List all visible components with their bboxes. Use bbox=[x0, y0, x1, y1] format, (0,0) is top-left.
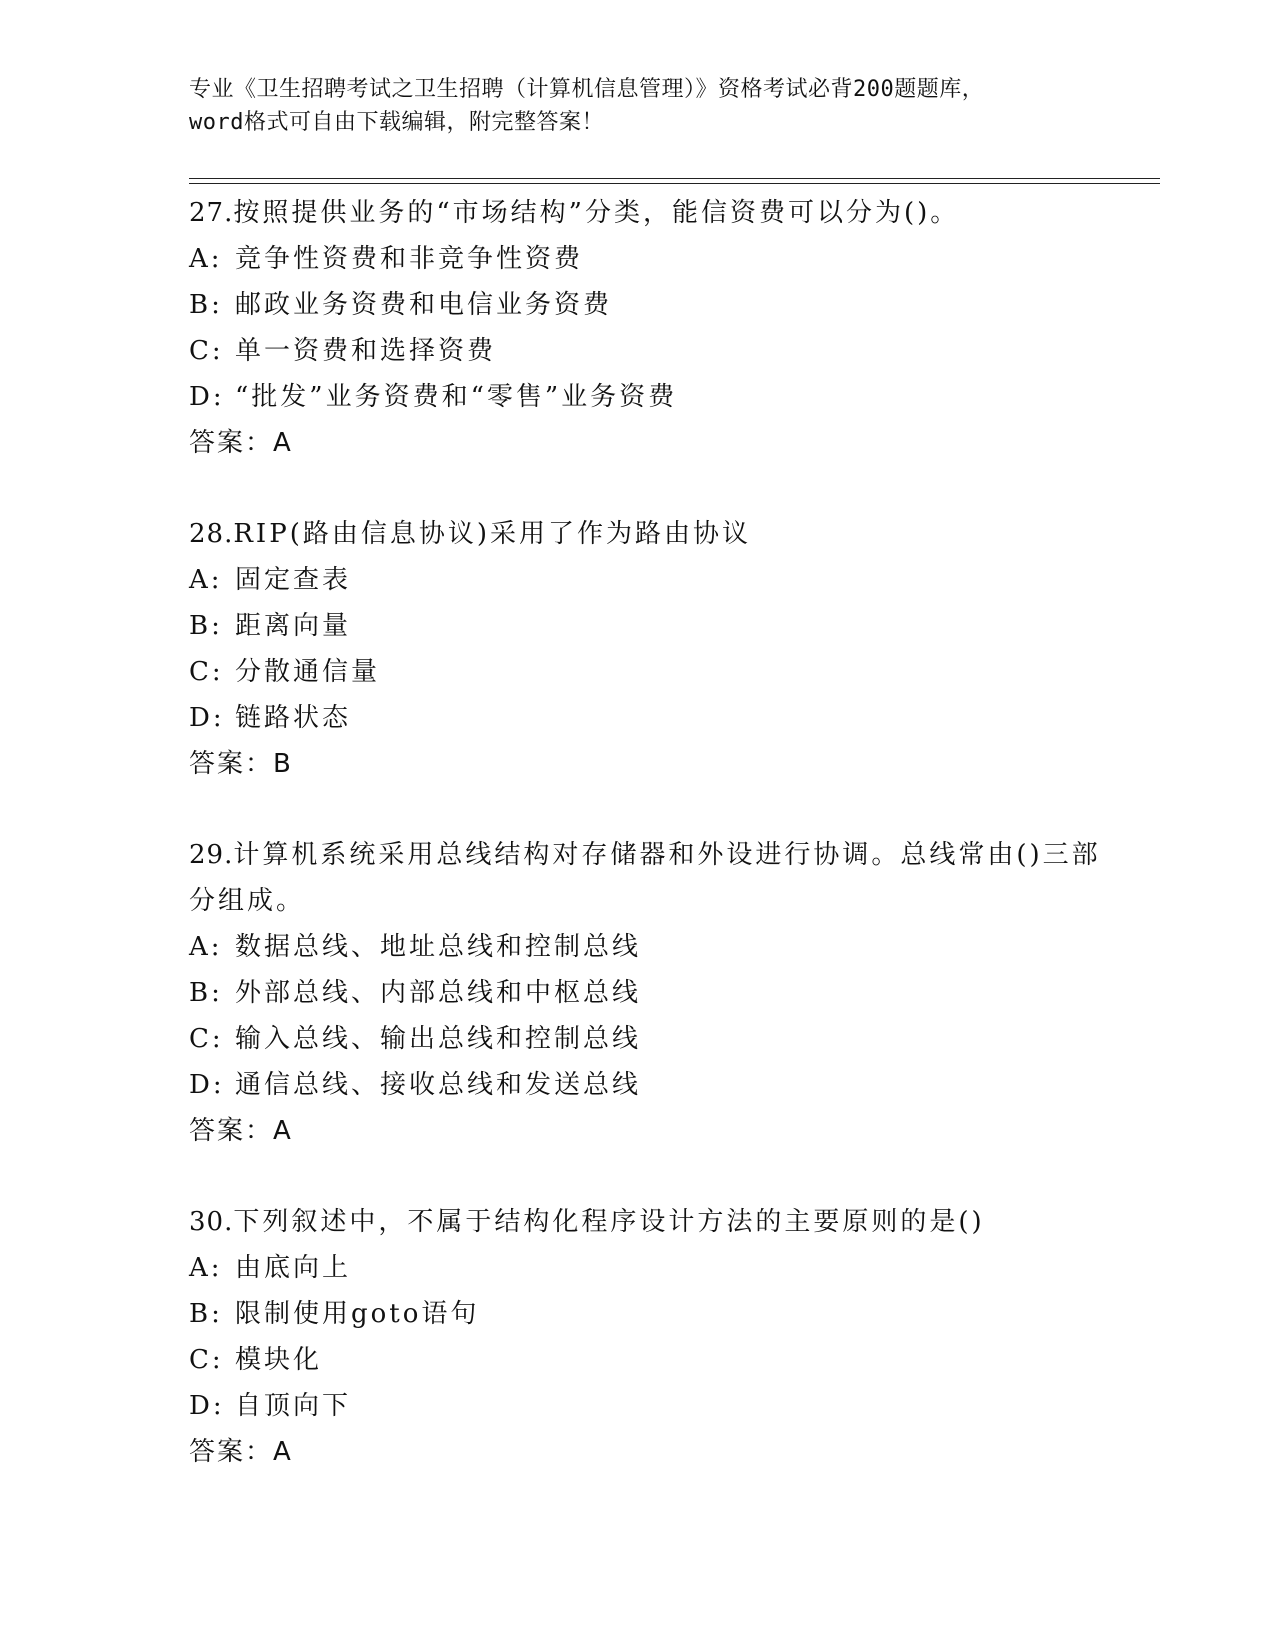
option-letter: B: bbox=[189, 290, 223, 320]
option-letter: B: bbox=[189, 611, 223, 641]
question-number: 27. bbox=[189, 198, 234, 228]
header-line-1: 专业《卫生招聘考试之卫生招聘（计算机信息管理）》资格考试必背200题题库， bbox=[189, 77, 985, 102]
question-30 bbox=[189, 1199, 1109, 1475]
option-text: 数据总线、地址总线和控制总线 bbox=[235, 932, 642, 962]
option-a bbox=[189, 1245, 1109, 1291]
question-stem bbox=[189, 190, 1109, 236]
option-d bbox=[189, 1062, 1109, 1108]
question-list bbox=[189, 190, 1109, 1520]
option-text: 邮政业务资费和电信业务资费 bbox=[235, 290, 613, 320]
answer-label: 答案：A bbox=[189, 1437, 293, 1467]
header-line-2: word格式可自由下载编辑，附完整答案！ bbox=[189, 110, 604, 135]
answer-label: 答案：A bbox=[189, 1116, 293, 1146]
question-29 bbox=[189, 832, 1109, 1154]
option-text: 限制使用goto语句 bbox=[235, 1299, 480, 1329]
question-number: 28. bbox=[189, 519, 234, 549]
question-text: RIP(路由信息协议)采用了作为路由协议 bbox=[233, 519, 751, 549]
option-letter: C: bbox=[189, 1024, 224, 1054]
option-letter: D: bbox=[189, 1391, 225, 1421]
option-b bbox=[189, 603, 1109, 649]
option-text: 距离向量 bbox=[235, 611, 352, 641]
option-b bbox=[189, 1291, 1109, 1337]
option-text: 单一资费和选择资费 bbox=[235, 336, 497, 366]
header-divider-bottom bbox=[189, 183, 1160, 184]
option-c bbox=[189, 1337, 1109, 1383]
question-stem bbox=[189, 511, 1109, 557]
option-letter: C: bbox=[189, 657, 224, 687]
option-text: 模块化 bbox=[235, 1345, 323, 1375]
option-c bbox=[189, 649, 1109, 695]
option-d bbox=[189, 1383, 1109, 1429]
option-text: 竞争性资费和非竞争性资费 bbox=[235, 244, 584, 274]
question-number: 29. bbox=[189, 840, 234, 870]
question-28 bbox=[189, 511, 1109, 787]
option-text: 链路状态 bbox=[235, 703, 352, 733]
option-text: “批发”业务资费和“零售”业务资费 bbox=[235, 382, 678, 412]
option-letter: C: bbox=[189, 1345, 224, 1375]
question-stem bbox=[189, 1199, 1109, 1245]
option-c bbox=[189, 328, 1109, 374]
option-letter: B: bbox=[189, 978, 223, 1008]
answer-label: 答案：A bbox=[189, 428, 293, 458]
option-d bbox=[189, 374, 1109, 420]
option-letter: A: bbox=[189, 932, 223, 962]
option-text: 分散通信量 bbox=[235, 657, 381, 687]
option-text: 外部总线、内部总线和中枢总线 bbox=[235, 978, 642, 1008]
question-text: 按照提供业务的“市场结构”分类，能信资费可以分为()。 bbox=[233, 198, 960, 228]
question-text: 下列叙述中，不属于结构化程序设计方法的主要原则的是() bbox=[233, 1207, 985, 1237]
option-a bbox=[189, 924, 1109, 970]
document-header bbox=[189, 73, 1089, 139]
option-a bbox=[189, 557, 1109, 603]
option-a bbox=[189, 236, 1109, 282]
option-text: 自顶向下 bbox=[235, 1391, 352, 1421]
option-letter: B: bbox=[189, 1299, 223, 1329]
option-letter: D: bbox=[189, 382, 225, 412]
option-letter: A: bbox=[189, 244, 223, 274]
header-divider-top bbox=[189, 178, 1160, 179]
option-b bbox=[189, 970, 1109, 1016]
option-d bbox=[189, 695, 1109, 741]
option-text: 通信总线、接收总线和发送总线 bbox=[235, 1070, 642, 1100]
option-letter: D: bbox=[189, 703, 225, 733]
option-text: 输入总线、输出总线和控制总线 bbox=[235, 1024, 642, 1054]
question-27 bbox=[189, 190, 1109, 466]
option-letter: A: bbox=[189, 565, 223, 595]
option-letter: A: bbox=[189, 1253, 223, 1283]
option-c bbox=[189, 1016, 1109, 1062]
option-letter: D: bbox=[189, 1070, 225, 1100]
question-number: 30. bbox=[189, 1207, 234, 1237]
option-text: 固定查表 bbox=[235, 565, 352, 595]
question-text: 计算机系统采用总线结构对存储器和外设进行协调。总线常由()三部分组成。 bbox=[189, 840, 1101, 916]
option-text: 由底向上 bbox=[235, 1253, 352, 1283]
question-stem bbox=[189, 832, 1109, 924]
option-b bbox=[189, 282, 1109, 328]
answer-label: 答案：B bbox=[189, 749, 293, 779]
option-letter: C: bbox=[189, 336, 224, 366]
